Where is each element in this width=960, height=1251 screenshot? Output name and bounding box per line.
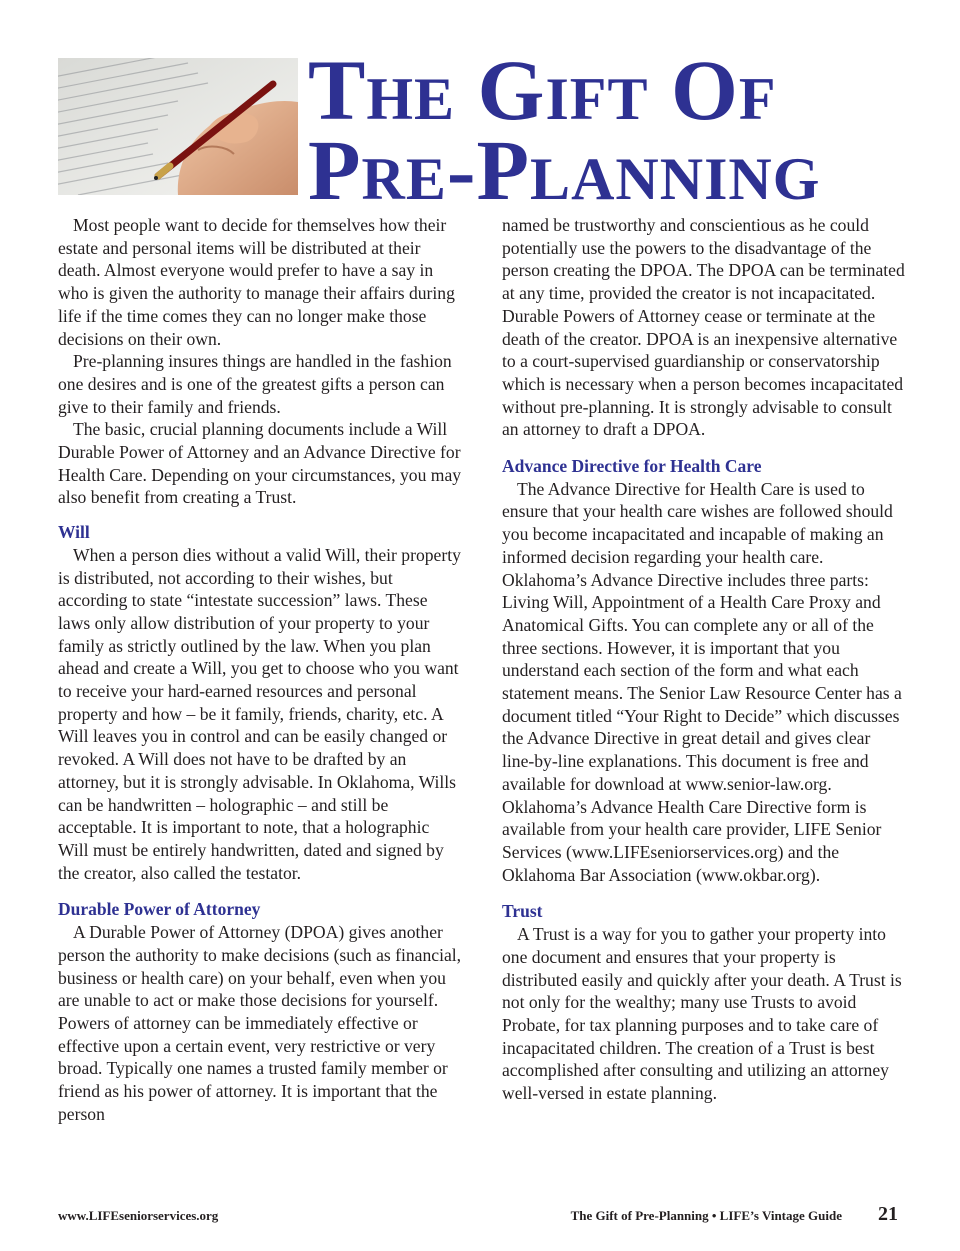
footer-website: www.LIFEseniorservices.org <box>58 1208 219 1223</box>
title-line-2: Pre-Planning <box>308 122 821 218</box>
page-title <box>308 42 821 218</box>
left-column <box>58 214 462 1125</box>
section-heading-will: Will <box>58 522 90 543</box>
hand-signing-photo <box>58 58 298 195</box>
paragraph: A Durable Power of Attorney (DPOA) gives another person the authority to make decisions (such as financial, business or health care) on your behalf, even when you are unable to act or make those decisions for yourself. Powers of attorney can be immediately effective or effective upon a certain event, very restrictive or very broad. Typically one names a trusted family member or friend as his power of attorney. It is important that the person <box>58 922 462 1124</box>
section-heading-trust: Trust <box>502 901 543 922</box>
paragraph: When a person dies without a valid Will, their property is distributed, not according to their wishes, but according to state “intestate succession” laws. These laws only allow distribution of your property to your family as strictly outlined by the law. When you plan ahead and create a Will, you get to choose who you want to receive your hard-earned resources and personal property and how – be it family, friends, charity, etc. A Will leaves you in control and can be easily changed or revoked. A Will does not have to be drafted by an attorney, but it is strongly advisable. In Oklahoma, Wills can be handwritten – holographic – and still be acceptable. It is important to note, that a holographic Will must be entirely handwritten, dated and signed by the creator, also called the testator. <box>58 544 461 883</box>
footer-guide-title: The Gift of Pre-Planning • LIFE’s Vintage Guide <box>570 1208 842 1223</box>
paragraph: A Trust is a way for you to gather your property into one document and ensures that your property is distributed easily and quickly after your death. A Trust is not only for the wealthy; many use Trusts to avoid Probate, for tax planning purposes and to take care of incapacitated children. The creation of a Trust is best accomplished after consulting and utilizing an attorney well-versed in estate planning. <box>502 924 902 1104</box>
paragraph: The basic, crucial planning documents include a Will Durable Power of Attorney and an Advance Directive for Health Care. Depending on your circumstances, you may also benefit from creating a Trust. <box>58 419 462 508</box>
page-number: 21 <box>878 1203 898 1225</box>
title-line-1: The Gift Of <box>308 42 777 138</box>
paragraph: Pre-planning insures things are handled in the fashion one desires and is one of the greatest gifts a person can give to their family and friends. <box>58 351 452 417</box>
right-column <box>502 214 906 1105</box>
paragraph: The Advance Directive for Health Care is used to ensure that your health care wishes are followed should you become incapacitated and incapable of making an informed decision regarding your health care. Oklahoma’s Advance Directive includes three parts: Living Will, Appointment of a Health Care Proxy and Anatomical Gifts. You can complete any or all of the three sections. However, it is important that you understand each section of the form and what each statement means. The Senior Law Resource Center has a document titled “Your Right to Decide” which discusses the Advance Directive in great detail and gives clear line-by-line explanations. This document is free and available for download at www.senior-law.org. Oklahoma’s Advance Health Care Directive form is available from your health care provider, LIFE Senior Services (www.LIFEseniorservices.org) and the Oklahoma Bar Association (www.okbar.org). <box>502 478 902 885</box>
paragraph-continued: named be trustworthy and conscientious as he could potentially use the powers to the disadvantage of the person creating the DPOA. The DPOA can be terminated at any time, provided the creator is not incapacitated. Durable Powers of Attorney cease or terminate at the death of the creator. DPOA is an inexpensive alternative to a court-supervised guardianship or conservatorship which is necessary when a person becomes incapacitated without pre-planning. It is strongly advisable to consult an attorney to draft a DPOA. <box>502 215 905 440</box>
paragraph: Most people want to decide for themselves how their estate and personal items will be distributed at their death. Almost everyone would prefer to have a say in who is given the authority to manage their affairs during life if the time comes they can no longer make those decisions on their own. <box>58 215 455 349</box>
section-heading-durable-power-of-attorney: Durable Power of Attorney <box>58 899 261 920</box>
section-heading-advance-directive: Advance Directive for Health Care <box>502 456 762 477</box>
